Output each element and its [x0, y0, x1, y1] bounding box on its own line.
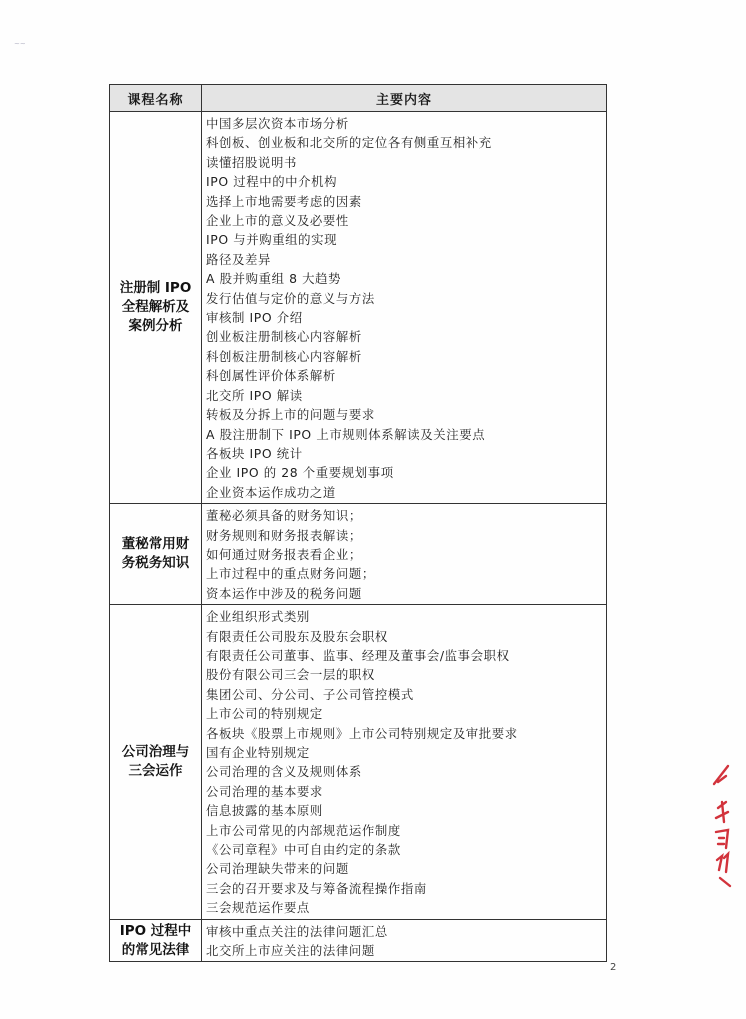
content-item: 上市公司常见的内部规范运作制度 [206, 822, 401, 838]
scan-artifact-mark: ~~ [14, 40, 26, 48]
content-cell [202, 504, 607, 605]
content-item: 国有企业特别规定 [206, 745, 310, 760]
stamp-stroke [714, 766, 728, 784]
course-name-cell [110, 919, 202, 962]
course-name-full [156, 336, 157, 337]
course-name-cell [110, 112, 202, 504]
course-name-line: 公司治理与 [121, 743, 190, 760]
content-item: 如何通过财务报表看企业； [206, 546, 362, 562]
content-item: 中国多层次资本市场分析 [206, 116, 349, 131]
course-name-line: 务税务知识 [121, 555, 190, 572]
content-item: 科创板注册制核心内容解析 [206, 348, 362, 364]
content-item: 公司治理缺失带来的问题 [206, 861, 349, 877]
content-item: 各板块 IPO 统计 [206, 445, 303, 461]
content-item: 审核制 IPO 介绍 [206, 310, 303, 326]
content-item: 科创属性评价体系解析 [206, 368, 336, 384]
content-item: 读懂招股说明书 [206, 154, 297, 170]
content-item: 集团公司、分公司、子公司管控模式 [206, 686, 414, 702]
content-item: 路径及差异 [206, 251, 271, 267]
content-item: 北交所 IPO 解读 [206, 387, 303, 403]
course-name-line: IPO 过程中 [119, 922, 192, 939]
stamp-stroke [716, 830, 728, 848]
content-item: 北交所上市应关注的法律问题 [206, 943, 375, 959]
content-item: 科创板、创业板和北交所的定位各有侧重互相补充 [206, 135, 492, 151]
content-item: 资本运作中涉及的税务问题 [206, 585, 362, 601]
content-item: 审核中重点关注的法律问题汇总 [206, 923, 388, 939]
content-item: 发行估值与定价的意义与方法 [206, 290, 375, 306]
course-name-line: 董秘常用财 [121, 536, 190, 553]
course-name-cell [110, 605, 202, 920]
content-item: 有限责任公司股东及股东会职权 [206, 628, 388, 644]
page-number: 2 [610, 962, 617, 973]
content-item: 信息披露的基本原则 [206, 803, 323, 819]
course-name-line: 的常见法律 [121, 941, 190, 958]
content-cell [202, 919, 607, 962]
content-cell [202, 112, 607, 504]
course-name-line: 案例分析 [128, 318, 183, 335]
red-stamp-mark [706, 762, 742, 892]
table-header-row [110, 85, 607, 112]
course-name-line: 三会运作 [128, 762, 183, 779]
header-course-name: 课程名称 [110, 85, 202, 112]
content-item: 上市公司的特别规定 [206, 706, 323, 722]
content-item: 公司治理的基本要求 [206, 783, 323, 799]
stamp-stroke [716, 802, 728, 822]
table-body [110, 112, 607, 962]
course-table [109, 84, 607, 962]
content-item: 三会的召开要求及与筹备流程操作指南 [206, 880, 427, 896]
stamp-stroke [717, 854, 730, 886]
content-item: 董秘必须具备的财务知识； [206, 508, 362, 524]
table-row [110, 919, 607, 962]
course-name-full [156, 960, 157, 961]
course-name-line: 注册制 IPO [119, 280, 192, 297]
content-item: 《公司章程》中可自由约定的条款 [206, 842, 401, 858]
content-item: 转板及分拆上市的问题与要求 [206, 407, 375, 423]
content-item: 选择上市地需要考虑的因素 [206, 193, 362, 209]
content-item: A 股注册制下 IPO 上市规则体系解读及关注要点 [206, 426, 486, 442]
content-item: IPO 与并购重组的实现 [206, 232, 338, 248]
content-item: 各板块《股票上市规则》上市公司特别规定及审批要求 [206, 725, 518, 741]
content-item: 创业板注册制核心内容解析 [206, 329, 362, 345]
course-name-cell [110, 504, 202, 605]
content-item: 上市过程中的重点财务问题； [206, 566, 375, 582]
course-name-line: 全程解析及 [121, 299, 190, 316]
content-item: 财务规则和财务报表解读； [206, 527, 362, 543]
header-main-content: 主要内容 [202, 85, 607, 112]
content-item: 公司治理的含义及规则体系 [206, 764, 362, 780]
content-item: 企业上市的意义及必要性 [206, 213, 349, 229]
table-row [110, 504, 607, 605]
content-item: 三会规范运作要点 [206, 900, 310, 916]
content-item: IPO 过程中的中介机构 [206, 174, 338, 190]
content-item: A 股并购重组 8 大趋势 [206, 271, 342, 287]
content-item: 有限责任公司董事、监事、经理及董事会/监事会职权 [206, 647, 510, 663]
table-row [110, 605, 607, 920]
course-name-full [156, 781, 157, 782]
content-cell [202, 605, 607, 920]
course-name-full [156, 573, 157, 574]
content-item: 企业 IPO 的 28 个重要规划事项 [206, 465, 394, 481]
content-item: 企业资本运作成功之道 [206, 484, 336, 500]
content-item: 企业组织形式类别 [206, 609, 310, 625]
table-row [110, 112, 607, 504]
content-item: 股份有限公司三会一层的职权 [206, 667, 375, 683]
